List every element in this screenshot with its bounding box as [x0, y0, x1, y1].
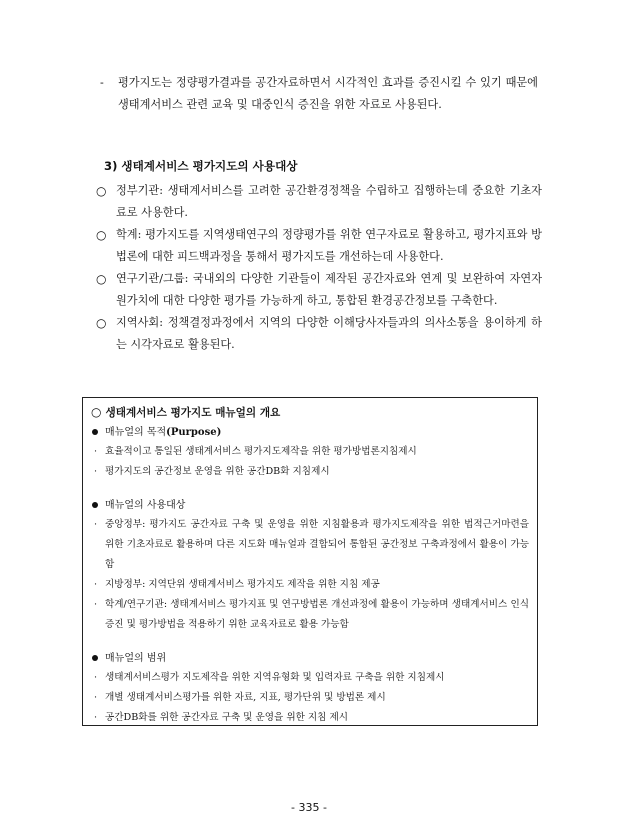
- section-head-text: 매뉴얼의 범위: [105, 653, 167, 664]
- dot-bullet-icon: [92, 655, 98, 661]
- section-head-text: 매뉴얼의 목적: [105, 427, 167, 438]
- middle-dot-icon: ·: [94, 446, 98, 457]
- list-item-text: 연구기관/그룹: 국내외의 다양한 기관들이 제작된 공간자료와 연계 및 보완하여 자연자원가치에 대한 다양한 평가를 가능하게 하고, 통합된 환경공간정보를 구축한다.: [116, 272, 542, 307]
- middle-dot-icon: ·: [94, 692, 98, 703]
- box-title-text: 생태계서비스 평가지도 매뉴얼의 개요: [105, 407, 281, 419]
- manual-overview-box: [82, 397, 538, 726]
- section-head: [91, 423, 529, 442]
- sub-item-text: 중앙정부: 평가지도 공간자료 구축 및 운영을 위한 지침활용과 평가지도제작을 위한 법적근거마련을 위한 기초자료로 활용하며 다른 지도화 매뉴얼과 결합되어 통합된 공간정보 구축과정에서 활용이 가능함: [105, 519, 529, 570]
- list-item: [96, 224, 542, 268]
- sub-item-text: 개별 생태계서비스평가를 위한 자료, 지표, 평가단위 및 방법론 제시: [105, 692, 386, 703]
- list-item: [96, 312, 542, 356]
- middle-dot-icon: ·: [94, 519, 98, 530]
- middle-dot-icon: ·: [94, 599, 98, 610]
- circle-bullet-icon: ○: [96, 228, 107, 242]
- users-section: [91, 496, 529, 635]
- sub-item-text: 학계/연구기관: 생태계서비스 평가지표 및 연구방법론 개선과정에 활용이 가능하며 생태계서비스 인식증진 및 평가방법을 적용하기 위한 교육자료로 활용 가능함: [105, 599, 529, 630]
- sub-item: [91, 668, 529, 688]
- sub-item: [91, 442, 529, 462]
- section-head-bold: (Purpose): [166, 427, 222, 438]
- list-item: [96, 268, 542, 312]
- circle-bullet-icon: ○: [91, 405, 102, 419]
- section-head-text: 매뉴얼의 사용대상: [105, 500, 186, 511]
- sub-item-text: 공간DB화를 위한 공간자료 구축 및 운영을 위한 지침 제시: [105, 712, 349, 723]
- sub-item: [91, 462, 529, 482]
- sub-item: [91, 575, 529, 595]
- dash-marker: -: [100, 76, 104, 89]
- dot-bullet-icon: [92, 429, 98, 435]
- sub-item: [91, 688, 529, 708]
- sub-item-text: 생태계서비스평가 지도제작을 위한 지역유형화 및 입력자료 구축을 위한 지침제시: [105, 672, 445, 683]
- dot-bullet-icon: [92, 502, 98, 508]
- sub-item-text: 효율적이고 통일된 생태계서비스 평가지도제작을 위한 평가방법론지침제시: [105, 446, 417, 457]
- circle-bullet-icon: ○: [96, 272, 107, 286]
- intro-paragraph: [100, 72, 538, 116]
- sub-item: [91, 595, 529, 635]
- middle-dot-icon: ·: [94, 579, 98, 590]
- sub-item: [91, 515, 529, 575]
- list-item: [96, 180, 542, 224]
- middle-dot-icon: ·: [94, 466, 98, 477]
- target-list: [96, 180, 542, 356]
- circle-bullet-icon: ○: [96, 184, 107, 198]
- sub-item-text: 평가지도의 공간정보 운영을 위한 공간DB화 지침제시: [105, 466, 330, 477]
- intro-text: 평가지도는 정량평가결과를 공간자료하면서 시각적인 효과를 증진시킬 수 있기 때문에 생태계서비스 관련 교육 및 대중인식 증진을 위한 자료로 사용된다.: [118, 76, 538, 111]
- page-number: - 335 -: [291, 801, 327, 814]
- list-item-text: 지역사회: 정책결정과정에서 지역의 다양한 이해당사자들과의 의사소통을 용이하게 하는 시각자료로 활용된다.: [116, 316, 542, 351]
- section-heading: 3) 생태계서비스 평가지도의 사용대상: [104, 159, 298, 173]
- list-item-text: 학계: 평가지도를 지역생태연구의 정량평가를 위한 연구자료로 활용하고, 평가지표와 방법론에 대한 피드백과정을 통해서 평가지도를 개선하는데 사용한다.: [116, 228, 542, 263]
- purpose-section: [91, 423, 529, 482]
- scope-section: [91, 649, 529, 728]
- sub-item-text: 지방정부: 지역단위 생태계서비스 평가지도 제작을 위한 지침 제공: [105, 579, 380, 590]
- list-item-text: 정부기관: 생태계서비스를 고려한 공간환경정책을 수립하고 집행하는데 중요한 기초자료로 사용한다.: [116, 184, 542, 219]
- section-head: [91, 496, 529, 515]
- middle-dot-icon: ·: [94, 712, 98, 723]
- sub-item: [91, 708, 529, 728]
- box-title: [91, 402, 529, 423]
- circle-bullet-icon: ○: [96, 316, 107, 330]
- section-head: [91, 649, 529, 668]
- middle-dot-icon: ·: [94, 672, 98, 683]
